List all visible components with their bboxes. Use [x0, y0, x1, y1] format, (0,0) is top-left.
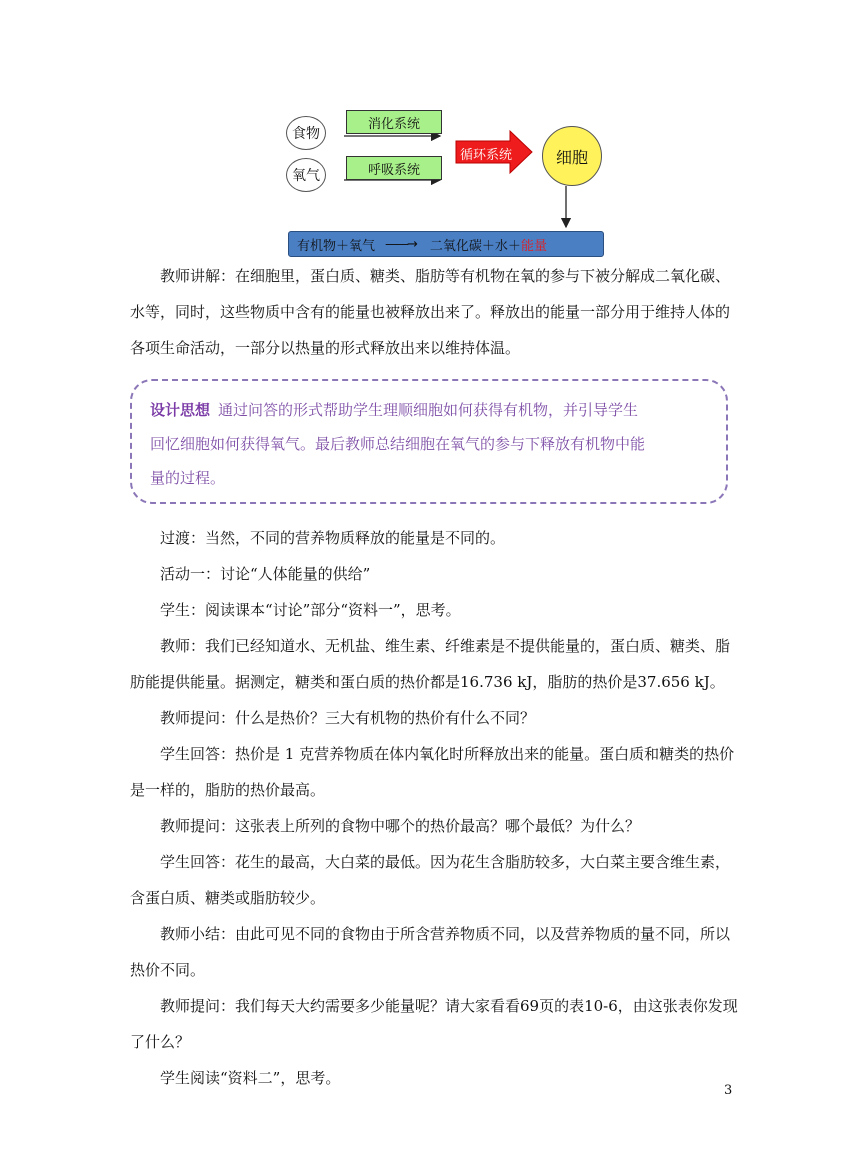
body-line-13: 热价不同。 — [130, 961, 206, 979]
food-label: 食物 — [292, 126, 320, 142]
body-line-6: 教师提问：什么是热价？三大有机物的热价有什么不同？ — [160, 709, 536, 727]
page-number: 3 — [724, 1083, 733, 1098]
intro-line-2: 水等，同时，这些物质中含有的能量也被释放出来了。释放出的能量一部分用于维持人体的 — [130, 303, 731, 321]
intro-line-3: 各项生命活动，一部分以热量的形式释放出来以维持体温。 — [130, 339, 521, 357]
equation-reactants: 有机物＋氧气 — [297, 238, 376, 254]
respiratory-label: 呼吸系统 — [367, 162, 420, 178]
equation-arrow: ——→ — [385, 236, 416, 252]
body-line-14: 教师提问：我们每天大约需要多少能量呢？请大家看看69页的表10-6，由这张表你发现 — [160, 997, 738, 1015]
body-line-12: 教师小结：由此可见不同的食物由于所含营养物质不同，以及营养物质的量不同，所以 — [160, 925, 731, 943]
body-line-8: 是一样的，脂肪的热价最高。 — [130, 781, 326, 799]
food-circle — [286, 116, 326, 150]
equation-energy: 能量 — [520, 238, 547, 254]
design-line-2: 回忆细胞如何获得氧气。最后教师总结细胞在氧气的参与下释放有机物中能 — [150, 435, 646, 453]
intro-line-1: 教师讲解：在细胞里，蛋白质、糖类、脂肪等有机物在氧的参与下被分解成二氧化碳、 — [160, 267, 731, 285]
design-title: 设计思想 — [150, 401, 211, 419]
energy-flow-diagram — [0, 0, 860, 265]
cell-circle — [542, 126, 602, 186]
body-line-3: 学生：阅读课本“讨论”部分“资料一”，思考。 — [160, 601, 461, 619]
body-line-9: 教师提问：这张表上所列的食物中哪个的热价最高？哪个最低？为什么？ — [160, 817, 641, 835]
body-line-11: 含蛋白质、糖类或脂肪较少。 — [130, 889, 326, 907]
body-line-16: 学生阅读“资料二”，思考。 — [160, 1069, 341, 1087]
body-line-4: 教师：我们已经知道水、无机盐、维生素、纤维素是不提供能量的，蛋白质、糖类、脂 — [160, 637, 731, 655]
design-line-3: 量的过程。 — [150, 469, 226, 487]
equation-products: 二氧化碳＋水＋ — [429, 238, 521, 254]
design-line-1: 通过问答的形式帮助学生理顺细胞如何获得有机物，并引导学生 — [218, 401, 639, 419]
design-thought-box — [130, 379, 728, 504]
body-line-5: 肪能提供能量。据测定，糖类和蛋白质的热价都是16.736 kJ，脂肪的热价是37.656 kJ。 — [130, 673, 725, 691]
digestive-system-box — [346, 110, 442, 134]
oxygen-circle — [286, 158, 326, 192]
body-line-2: 活动一：讨论“人体能量的供给” — [160, 565, 371, 583]
respiratory-system-box — [346, 156, 442, 180]
design-row-1 — [150, 399, 638, 420]
body-line-1: 过渡：当然，不同的营养物质释放的能量是不同的。 — [160, 529, 506, 547]
circulatory-label: 循环系统 — [460, 148, 513, 163]
body-line-10: 学生回答：花生的最高，大白菜的最低。因为花生含脂肪较多，大白菜主要含维生素， — [160, 853, 731, 871]
cell-label: 细胞 — [555, 147, 588, 167]
oxygen-label: 氧气 — [292, 168, 320, 184]
body-line-7: 学生回答：热价是 1 克营养物质在体内氧化时所释放出来的能量。蛋白质和糖类的热价 — [160, 745, 735, 763]
respiration-equation — [288, 231, 604, 257]
body-line-15: 了什么？ — [130, 1033, 191, 1051]
digestive-label: 消化系统 — [367, 116, 420, 132]
